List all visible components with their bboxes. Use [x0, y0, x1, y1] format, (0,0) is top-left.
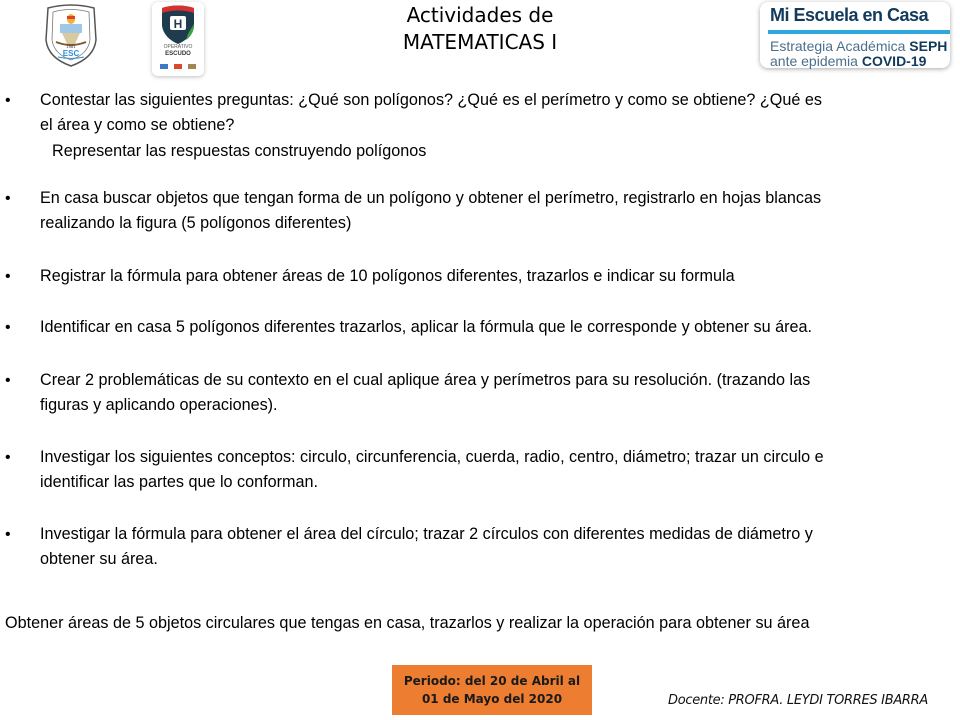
page-title [360, 0, 600, 57]
period-badge [392, 665, 592, 715]
activity-text: Identificar en casa 5 polígonos diferentes trazarlos, aplicar la fórmula que le corresponde y obtener su área. [40, 318, 813, 336]
mec-line-1: Estrategia Académica SEPH [770, 38, 948, 54]
mec-line-2: ante epidemia COVID-19 [770, 53, 927, 69]
activity-text: Investigar la fórmula para obtener el área del círculo; trazar 2 círculos con diferentes medidas de diámetro y [40, 525, 813, 543]
mec-title: Mi Escuela en Casa [770, 5, 929, 25]
sponsor-icon [174, 64, 182, 69]
school-crest-icon [38, 2, 104, 68]
activity-text: Contestar las siguientes preguntas: ¿Qué son polígonos? ¿Qué es el perímetro y como se obtiene? ¿Qué es [40, 91, 822, 109]
sponsor-icon [188, 64, 196, 69]
mi-escuela-en-casa-logo [760, 2, 950, 68]
svg-text:H: H [173, 17, 183, 31]
period-line-1: Periodo: del 20 de Abril al [403, 674, 581, 688]
svg-text:1981: 1981 [66, 44, 76, 49]
teacher-name: Docente: PROFRA. LEYDI TORRES IBARRA [668, 693, 928, 708]
bullet-icon: • [5, 449, 11, 466]
activity-text: Registrar la fórmula para obtener áreas de 10 polígonos diferentes, trazarlos e indicar su formula [40, 267, 735, 285]
period-line-2: 01 de Mayo del 2020 [421, 692, 563, 706]
bullet-icon: • [5, 319, 11, 336]
sponsor-logos [160, 64, 196, 70]
escudo-label-top: OPERATIVO [163, 44, 193, 50]
activity-text: identificar las partes que lo conforman. [40, 473, 319, 491]
activity-text: En casa buscar objetos que tengan forma de un polígono y obtener el perímetro, registrarlo en hojas blancas [40, 189, 822, 207]
bullet-icon: • [5, 526, 11, 543]
activity-text: obtener su área. [40, 550, 158, 568]
escudo-label-bottom: ESCUDO [165, 51, 191, 57]
activity-text: realizando la figura (5 polígonos diferentes) [40, 214, 352, 232]
bullet-icon: • [5, 372, 11, 389]
bullet-icon: • [5, 92, 11, 109]
bullet-icon: • [5, 268, 11, 285]
mec-accent-bar [768, 30, 950, 34]
title-line-2: MATEMATICAS I [402, 30, 558, 54]
activity-text: Investigar los siguientes conceptos: circulo, circunferencia, cuerda, radio, centro, diámetro; trazar un circulo e [40, 448, 824, 466]
operativo-escudo-shield-icon [152, 4, 204, 46]
activity-text: figuras y aplicando operaciones). [40, 396, 278, 414]
sponsor-icon [160, 64, 168, 69]
svg-text:ESC: ESC [62, 49, 80, 58]
activity-text: Crear 2 problemáticas de su contexto en el cual aplique área y perímetros para su resolución. (trazando las [40, 371, 811, 389]
document-header [0, 0, 960, 82]
activity-subtext: Representar las respuestas construyendo polígonos [52, 142, 427, 160]
operativo-escudo-logo [152, 2, 204, 76]
title-line-1: Actividades de [406, 3, 554, 27]
closing-instruction: Obtener áreas de 5 objetos circulares que tengas en casa, trazarlos y realizar la operación para obtener su área [5, 614, 810, 632]
activity-text: el área y como se obtiene? [40, 116, 235, 134]
bullet-icon: • [5, 190, 11, 207]
